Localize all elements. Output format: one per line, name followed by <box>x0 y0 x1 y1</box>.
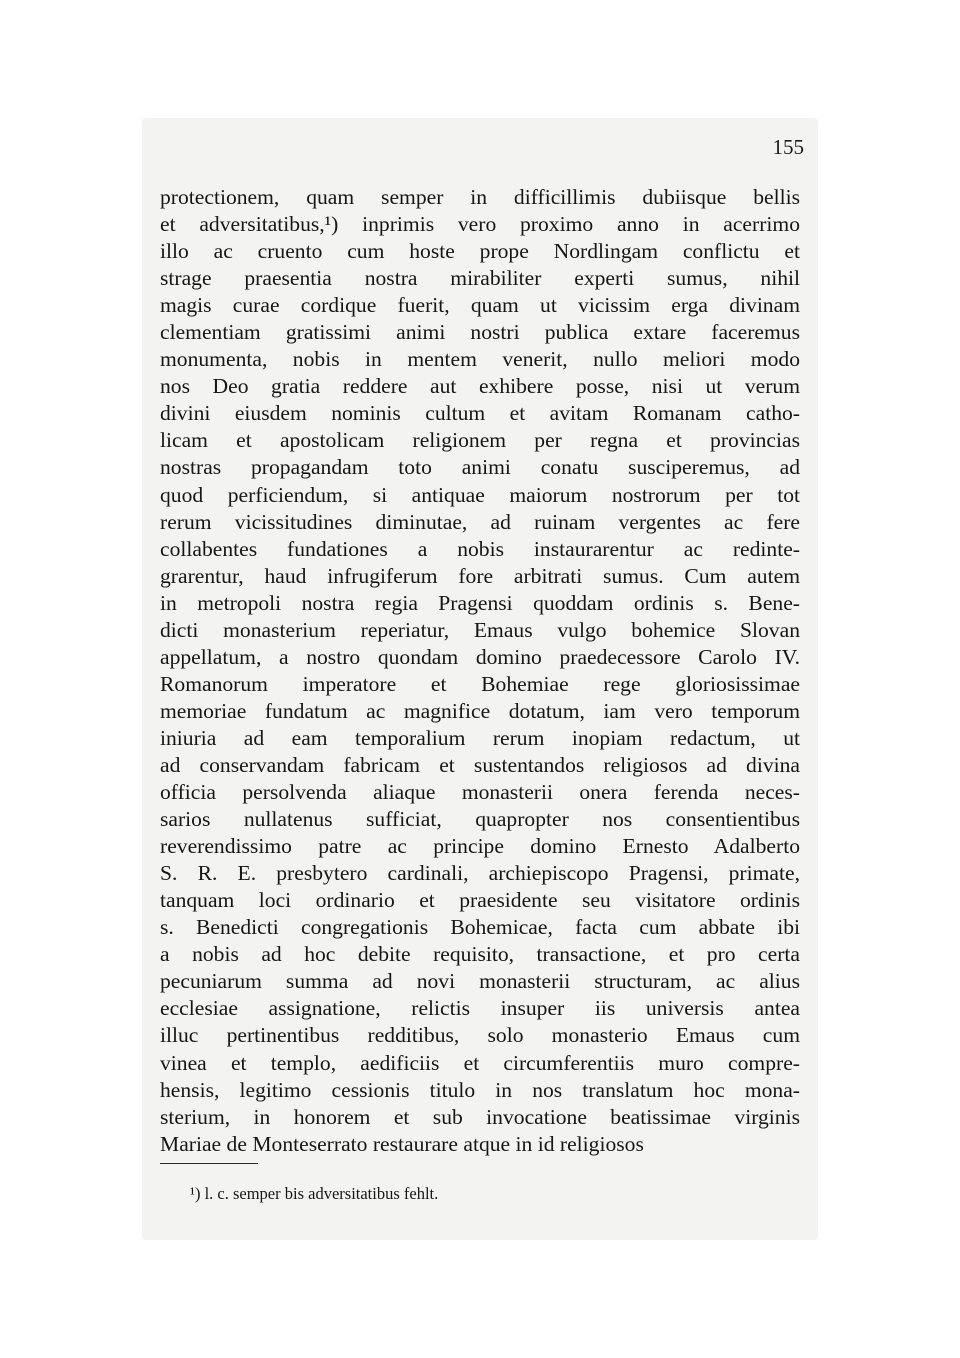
text-line: nostras propagandam toto animi conatu susciperemus, ad <box>160 455 800 480</box>
footnote-divider <box>160 1163 258 1164</box>
text-line: S. R. E. presbytero cardinali, archiepiscopo Pragensi, primate, <box>160 861 800 886</box>
text-line: grarentur, haud infrugiferum fore arbitrati sumus. Cum autem <box>160 563 800 588</box>
footnote: ¹) l. c. semper bis adversitatibus fehlt. <box>190 1184 439 1203</box>
text-line: protectionem, quam semper in difficillimis dubiisque bellis <box>160 185 800 209</box>
body-text <box>160 184 800 1158</box>
text-line: vinea et templo, aedificiis et circumferentiis muro compre- <box>160 1050 800 1075</box>
text-line: collabentes fundationes a nobis instaurarentur ac redinte- <box>160 536 800 561</box>
text-line: nos Deo gratia reddere aut exhibere posse, nisi ut verum <box>160 374 800 399</box>
text-line: divini eiusdem nominis cultum et avitam Romanam catho- <box>160 401 800 426</box>
text-line: quod perficiendum, si antiquae maiorum nostrorum per tot <box>160 482 800 507</box>
text-line: sarios nullatenus sufficiat, quapropter nos consentientibus <box>160 807 800 832</box>
page-number: 155 <box>772 135 804 159</box>
text-line: licam et apostolicam religionem per regna et provincias <box>160 428 800 453</box>
text-line: pecuniarum summa ad novi monasterii structuram, ac alius <box>160 969 800 994</box>
text-line: clementiam gratissimi animi nostri publica extare faceremus <box>160 320 800 345</box>
text-line: dicti monasterium reperiatur, Emaus vulgo bohemice Slovan <box>160 617 800 642</box>
text-line: illuc pertinentibus redditibus, solo monasterio Emaus cum <box>160 1023 800 1048</box>
text-line: magis curae cordique fuerit, quam ut vicissim erga divinam <box>160 293 800 318</box>
text-line: iniuria ad eam temporalium rerum inopiam redactum, ut <box>160 725 800 750</box>
text-line: tanquam loci ordinario et praesidente seu visitatore ordinis <box>160 888 800 913</box>
text-line: ecclesiae assignatione, relictis insuper iis universis antea <box>160 996 800 1021</box>
text-line: s. Benedicti congregationis Bohemicae, facta cum abbate ibi <box>160 915 800 940</box>
text-line: strage praesentia nostra mirabiliter experti sumus, nihil <box>160 266 800 291</box>
text-line: reverendissimo patre ac principe domino Ernesto Adalberto <box>160 834 800 859</box>
text-line: appellatum, a nostro quondam domino praedecessore Carolo IV. <box>160 644 800 669</box>
text-line: Mariae de Monteserrato restaurare atque in id religiosos <box>160 1131 644 1156</box>
text-line: et adversitatibus,¹) inprimis vero proximo anno in acerrimo <box>160 212 800 237</box>
text-line: ad conservandam fabricam et sustentandos religiosos ad divina <box>160 752 800 777</box>
text-line: monumenta, nobis in mentem venerit, nullo meliori modo <box>160 347 800 372</box>
text-line: hensis, legitimo cessionis titulo in nos translatum hoc mona- <box>160 1077 800 1102</box>
text-line: memoriae fundatum ac magnifice dotatum, iam vero temporum <box>160 698 800 723</box>
text-line: officia persolvenda aliaque monasterii onera ferenda neces- <box>160 780 800 805</box>
text-line: a nobis ad hoc debite requisito, transactione, et pro certa <box>160 942 800 967</box>
text-line: rerum vicissitudines diminutae, ad ruinam vergentes ac fere <box>160 509 800 534</box>
text-line: illo ac cruento cum hoste prope Nordlingam conflictu et <box>160 239 800 264</box>
text-line: Romanorum imperatore et Bohemiae rege gloriosissimae <box>160 671 800 696</box>
text-line: sterium, in honorem et sub invocatione beatissimae virginis <box>160 1104 800 1129</box>
text-line: in metropoli nostra regia Pragensi quoddam ordinis s. Bene- <box>160 590 800 615</box>
